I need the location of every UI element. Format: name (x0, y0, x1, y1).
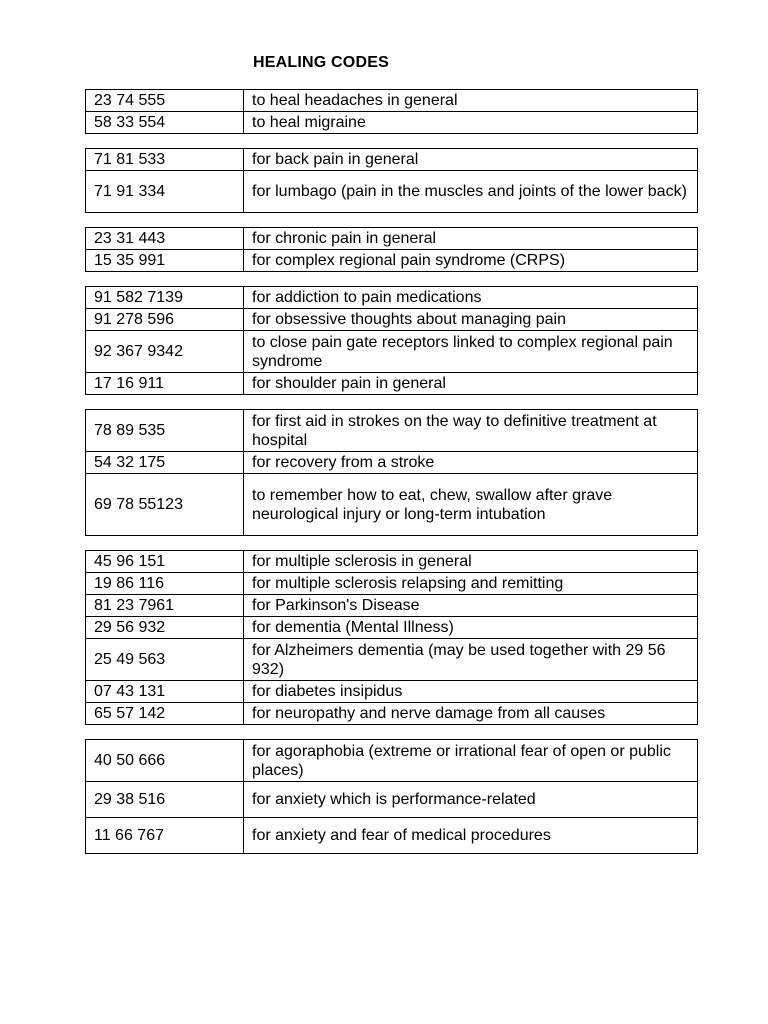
code-group-neurological (85, 550, 698, 725)
code-cell: 91 278 596 (86, 309, 244, 331)
code-cell: 58 33 554 (86, 112, 244, 134)
table-row (86, 250, 698, 272)
code-group-anxiety (85, 739, 698, 854)
code-cell: 23 31 443 (86, 228, 244, 250)
code-cell: 11 66 767 (86, 818, 244, 854)
code-cell: 78 89 535 (86, 410, 244, 452)
table-row (86, 573, 698, 595)
code-cell: 71 81 533 (86, 149, 244, 171)
table-row (86, 452, 698, 474)
table-row (86, 703, 698, 725)
code-cell: 19 86 116 (86, 573, 244, 595)
code-cell: 65 57 142 (86, 703, 244, 725)
table-row (86, 112, 698, 134)
description-cell: to close pain gate receptors linked to complex regional pain syndrome (244, 331, 698, 373)
code-cell: 17 16 911 (86, 373, 244, 395)
healing-codes-list (85, 89, 697, 854)
table-row (86, 639, 698, 681)
page-title: HEALING CODES (253, 54, 389, 71)
code-cell: 40 50 666 (86, 740, 244, 782)
description-cell: for anxiety which is performance-related (244, 782, 698, 818)
description-cell: for obsessive thoughts about managing pain (244, 309, 698, 331)
code-cell: 23 74 555 (86, 90, 244, 112)
table-row (86, 287, 698, 309)
description-cell: for diabetes insipidus (244, 681, 698, 703)
description-cell: for Parkinson's Disease (244, 595, 698, 617)
description-cell: for multiple sclerosis relapsing and remitting (244, 573, 698, 595)
description-cell: for Alzheimers dementia (may be used together with 29 56 932) (244, 639, 698, 681)
code-cell: 45 96 151 (86, 551, 244, 573)
table-row (86, 595, 698, 617)
description-cell: for anxiety and fear of medical procedures (244, 818, 698, 854)
description-cell: for chronic pain in general (244, 228, 698, 250)
table-row (86, 617, 698, 639)
code-cell: 25 49 563 (86, 639, 244, 681)
table-row (86, 818, 698, 854)
table-row (86, 309, 698, 331)
code-group-headaches (85, 89, 698, 134)
code-cell: 69 78 55123 (86, 474, 244, 536)
code-cell: 29 56 932 (86, 617, 244, 639)
description-cell: for agoraphobia (extreme or irrational fear of open or public places) (244, 740, 698, 782)
table-row (86, 474, 698, 536)
code-cell: 81 23 7961 (86, 595, 244, 617)
table-row (86, 331, 698, 373)
code-cell: 71 91 334 (86, 171, 244, 213)
description-cell: for shoulder pain in general (244, 373, 698, 395)
code-cell: 92 367 9342 (86, 331, 244, 373)
code-group-stroke (85, 409, 698, 536)
description-cell: for first aid in strokes on the way to definitive treatment at hospital (244, 410, 698, 452)
table-row (86, 551, 698, 573)
description-cell: for complex regional pain syndrome (CRPS) (244, 250, 698, 272)
description-cell: for dementia (Mental Illness) (244, 617, 698, 639)
table-row (86, 171, 698, 213)
code-group-chronic-pain (85, 227, 698, 272)
code-group-back-pain (85, 148, 698, 213)
description-cell: for lumbago (pain in the muscles and joints of the lower back) (244, 171, 698, 213)
description-cell: for addiction to pain medications (244, 287, 698, 309)
table-row (86, 681, 698, 703)
table-row (86, 373, 698, 395)
table-row (86, 740, 698, 782)
code-group-pain-management (85, 286, 698, 395)
description-cell: to heal migraine (244, 112, 698, 134)
description-cell: to remember how to eat, chew, swallow after grave neurological injury or long-term intubation (244, 474, 698, 536)
description-cell: for multiple sclerosis in general (244, 551, 698, 573)
table-row (86, 228, 698, 250)
description-cell: for neuropathy and nerve damage from all causes (244, 703, 698, 725)
description-cell: to heal headaches in general (244, 90, 698, 112)
table-row (86, 90, 698, 112)
code-cell: 15 35 991 (86, 250, 244, 272)
description-cell: for back pain in general (244, 149, 698, 171)
code-cell: 07 43 131 (86, 681, 244, 703)
code-cell: 29 38 516 (86, 782, 244, 818)
code-cell: 54 32 175 (86, 452, 244, 474)
table-row (86, 782, 698, 818)
description-cell: for recovery from a stroke (244, 452, 698, 474)
code-cell: 91 582 7139 (86, 287, 244, 309)
table-row (86, 149, 698, 171)
table-row (86, 410, 698, 452)
